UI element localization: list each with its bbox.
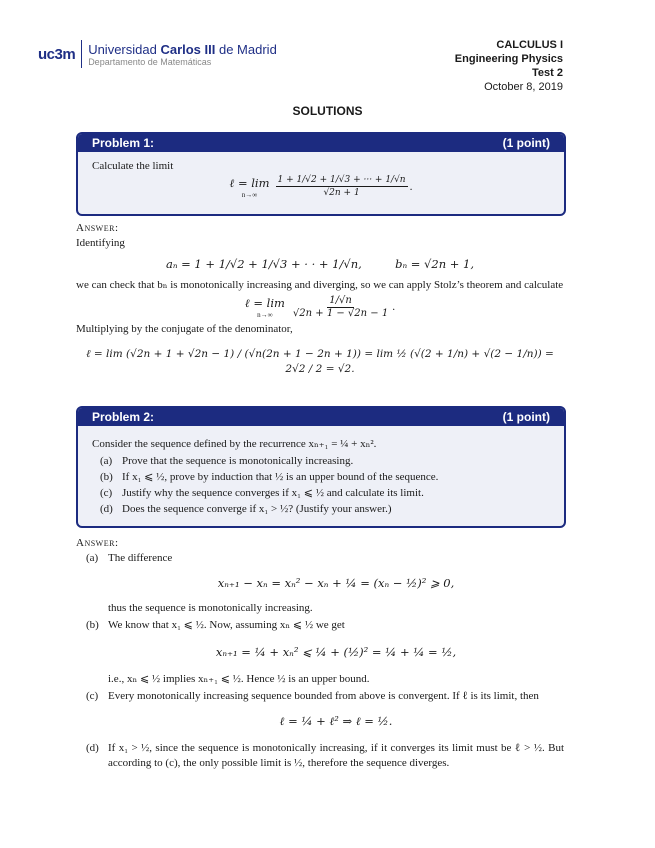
test-name: Test 2	[532, 67, 563, 79]
logo-mark: uc3m	[38, 45, 76, 63]
problem-2-item-b: (b) If x₁ ⩽ ½, prove by induction that ½ is an upper bound of the sequence.	[100, 471, 439, 483]
problem-1-limit-equation: ℓ = lim n→∞ $\frac{1 + 1/√2 + 1/√3 + \cdot\cdot\cdot + 1/√n}{√2n + 1}$ .	[229, 175, 413, 199]
degree-name: Engineering Physics	[454, 53, 563, 65]
answer-2-part-a: (a) The difference xₙ₊₁ − xₙ = xₙ² − xₙ + ¼ = (xₙ − ½)² ⩾ 0, thus the sequence is monotonically increasing.	[76, 551, 564, 616]
answer-1-conjugate-equation: ℓ = lim (√2n + 1 + √2n − 1) / (√n(2n + 1 − 2n + 1)) = lim ½ (√(2 + 1/n) + √(2 − 1/n)) = 2√2 / 2 = √2.	[86, 348, 554, 375]
problem-2-item-a: (a) Prove that the sequence is monotonically increasing.	[100, 455, 354, 467]
answer-1-stolz-equation: ℓ = lim n→∞ $\frac{1/√n}{√2n + 1 - √2n - 1}$ .	[244, 295, 396, 319]
problem-2-label: Problem 2:	[92, 410, 155, 424]
problem-1-header	[78, 134, 564, 152]
problem-2-box	[76, 406, 566, 528]
problem-1-label: Problem 1:	[92, 136, 155, 150]
answer-2-part-d: (d) If x₁ > ½, since the sequence is monotonically increasing, if it converges its limit must be ℓ > ½. But according to (c), the only possible limit is ½, therefore the sequence diverges.	[86, 742, 564, 769]
answer-2	[76, 536, 564, 771]
problem-1-points: (1 point)	[502, 136, 550, 150]
answer-1-conjugate-text: Multiplying by the conjugate of the denominator,	[76, 323, 293, 335]
answer-2-part-c: (c) Every monotonically increasing sequence bounded from above is convergent. If ℓ is its limit, then ℓ = ¼ + ℓ² ⇒ ℓ = ½.	[76, 689, 564, 739]
problem-2-item-c: (c) Justify why the sequence converges if x₁ ⩽ ½ and calculate its limit.	[100, 487, 424, 499]
problem-1-statement: Calculate the limit	[92, 160, 174, 172]
page-title: SOLUTIONS	[292, 104, 363, 118]
department-name: Departamento de Matemáticas	[88, 56, 212, 67]
problem-2-statement: Consider the sequence defined by the recurrence xₙ₊₁ = ¼ + xₙ².	[92, 438, 377, 450]
answer-2-heading: Answer:	[76, 537, 119, 549]
answer-1	[76, 221, 564, 377]
problem-2-item-d: (d) Does the sequence converge if x₁ > ½? (Justify your answer.)	[100, 503, 392, 515]
university-logo	[38, 40, 277, 68]
university-name: Universidad Carlos III de Madrid	[88, 41, 277, 57]
problem-2-points: (1 point)	[502, 410, 550, 424]
course-name: CALCULUS I	[496, 39, 563, 51]
answer-2-part-a-equation: xₙ₊₁ − xₙ = xₙ² − xₙ + ¼ = (xₙ − ½)² ⩾ 0,	[217, 576, 455, 590]
answer-1-stolz-text: we can check that bₙ is monotonically increasing and diverging, so we can apply Stolz’s theorem and calculate	[76, 279, 564, 291]
answer-1-an-bn-equation: aₙ = 1 + 1/√2 + 1/√3 + · · + 1/√n, bₙ = √2n + 1,	[165, 257, 475, 271]
answer-1-heading: Answer:	[76, 222, 119, 234]
answer-2-part-b: (b) We know that x₁ ⩽ ½. Now, assuming xₙ ⩽ ½ we get xₙ₊₁ = ¼ + xₙ² ⩽ ¼ + (½)² = ¼ + ¼ = ½, i.e., xₙ ⩽ ½ implies xₙ₊₁ ⩽ ½. Hence ½ is an upper bound.	[76, 618, 564, 687]
logo-text	[88, 42, 277, 67]
answer-2-part-b-equation: xₙ₊₁ = ¼ + xₙ² ⩽ ¼ + (½)² = ¼ + ¼ = ½,	[215, 645, 457, 659]
problem-2-header	[78, 408, 564, 426]
problem-1-box	[76, 132, 566, 216]
answer-1-identifying: Identifying	[76, 237, 125, 249]
exam-date: October 8, 2019	[484, 81, 563, 93]
answer-2-part-c-equation: ℓ = ¼ + ℓ² ⇒ ℓ = ½.	[279, 714, 393, 728]
exam-info	[455, 38, 563, 94]
logo-separator	[81, 40, 82, 68]
